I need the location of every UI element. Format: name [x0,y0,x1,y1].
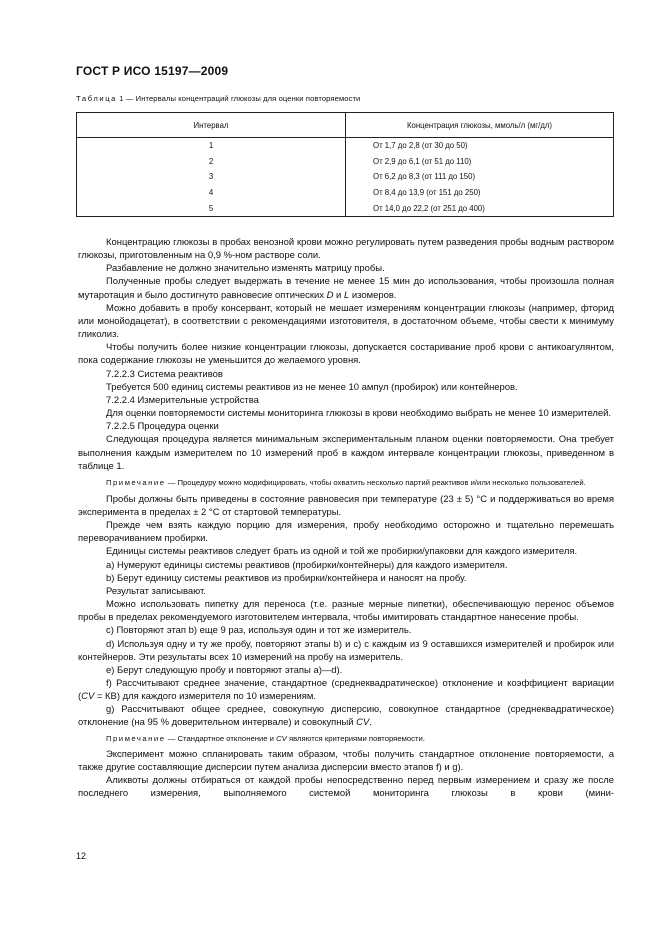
note-label: Примечание [106,733,166,743]
text-run: g) Рассчитывают общее среднее, совокупную дисперсию, совокупное стандартное (среднеквадратическое) отклонение (на 95 % доверительном интервале) и совокупный [78,704,614,729]
table-row [77,154,614,170]
standard-header: ГОСТ Р ИСО 15197—2009 [76,64,229,78]
body-text [78,236,614,800]
text-run: и [333,289,344,301]
list-item [78,703,614,729]
note-text: являются критериями повторяемости. [286,733,425,743]
concentration-cell: От 2,9 до 6,1 (от 51 до 110) [346,154,614,170]
interval-cell: 5 [77,200,346,216]
subsection-heading: 7.2.2.3 Система реактивов [106,368,223,380]
note [78,733,614,745]
paragraph: Для оценки повторяемости системы мониторинга глюкозы в крови необходимо выбрать не менее 10 измерителей. [106,408,612,420]
list-item: b) Берут единицу системы реактивов из пробирки/контейнера и наносят на пробу. [106,572,467,584]
interval-cell: 4 [77,185,346,201]
note-text: — Стандартное отклонение и [165,733,277,743]
note-label: Примечание [106,477,166,487]
table-row [77,185,614,201]
column-header-interval: Интервал [77,113,346,138]
table-row [77,200,614,216]
paragraph: Результат записывают. [106,585,206,597]
subsection-heading: 7.2.2.4 Измерительные устройства [106,394,259,406]
list-item: c) Повторяют этап b) еще 9 раз, используя один и тот же измеритель. [106,625,412,637]
paragraph: Можно добавить в пробу консервант, который не мешает измерениям концентрации глюкозы (например, фторид или монойодацетат), в соответствии с рекомендациями изготовителя, в достаточном объеме, чтобы свести к минимуму гликолиз. [78,302,614,341]
italic-symbol: D [326,289,334,301]
text-run: . [369,717,372,729]
paragraph: Следующая процедура является минимальным экспериментальным планом оценки повторяемости. Она требует выполнения каждым измерителем по 10 измерений проб в каждом интервале концентрации глюкозы, приведенном в таблице 1. [78,434,614,472]
concentration-cell: От 14,0 до 22,2 (от 251 до 400) [346,200,614,216]
list-item: d) Используя одну и ту же пробу, повторяют этапы b) и c) с каждым из 9 оставшихся измерителей и пробирок или контейнеров. Эти результаты всех 10 измерений на пробу на измеритель. [78,638,614,663]
page-number: 12 [76,851,87,861]
paragraph: Прежде чем взять каждую порцию для измерения, пробу необходимо осторожно и тщательно перемешать переворачиванием пробирки. [78,520,614,545]
concentration-cell: От 8,4 до 13,9 (от 151 до 250) [346,185,614,201]
list-item: e) Берут следующую пробу и повторяют этапы a)—d). [106,664,343,676]
concentration-cell: От 6,2 до 8,3 (от 111 до 150) [346,169,614,185]
glucose-intervals-table [76,112,614,217]
concentration-cell: От 1,7 до 2,8 (от 30 до 50) [346,138,614,154]
italic-symbol: CV [276,733,287,743]
text-run: f) Рассчитывают среднее значение, стандартное (среднеквадратическое) отклонение и коэффициент вариации ( [78,678,614,703]
text-run: = КВ) для каждого измерителя по 10 измерениям. [94,691,316,703]
paragraph: Аликвоты должны отбираться от каждой пробы непосредственно перед первым измерением и сразу же после последнего измерения, выполняемого системой мониторинга глюкозы в крови (мини- [78,774,614,800]
italic-symbol: CV [356,717,370,729]
paragraph: Можно использовать пипетку для переноса (т.е. разные мерные пипетки), обеспечивающую перенос объемов пробы в пределах рекомендуемого изготовителем интервала, чтобы имитировать стандартное нанесение пробы. [78,599,614,624]
subsection-heading: 7.2.2.5 Процедура оценки [106,421,219,433]
table-row [77,138,614,154]
paragraph: Эксперимент можно спланировать таким образом, чтобы получить стандартное отклонение повторяемости, а также другие составляющие дисперсии путем анализа дисперсии вместо этапов f) и g). [78,748,614,773]
list-item: a) Нумеруют единицы системы реактивов (пробирки/контейнеры) для каждого измерителя. [106,559,508,571]
paragraph: Чтобы получить более низкие концентрации глюкозы, допускается состаривание проб крови с антикоагулянтом, пока содержание глюкозы не уменьшится до желаемого уровня. [78,342,614,367]
column-header-concentration: Концентрация глюкозы, ммоль/л (мг/дл) [346,113,614,138]
table-row [77,169,614,185]
table-caption-label: Таблица [76,94,117,103]
paragraph: Единицы системы реактивов следует брать из одной и той же пробирки/упаковки для каждого измерителя. [106,546,578,558]
paragraph: Требуется 500 единиц системы реактивов из не менее 10 ампул (пробирок) или контейнеров. [106,381,518,393]
table-caption [76,94,360,103]
interval-cell: 2 [77,154,346,170]
table-caption-text: 1 — Интервалы концентраций глюкозы для оценки повторяемости [116,94,361,103]
text-run: Полученные пробы следует выдержать в течение не менее 15 мин до использования, чтобы произошла полная мутаротация и было достигнуто равновесие оптических [78,276,614,301]
text-run: изомеров. [349,289,397,301]
paragraph: Разбавление не должно значительно изменять матрицу пробы. [106,263,385,275]
paragraph: Пробы должны быть приведены в состояние равновесия при температуре (23 ± 5) °С и поддерживаться во время эксперимента в пределах ± 2 °С от стартовой температуры. [78,493,614,518]
note-text: — Процедуру можно модифицировать, чтобы охватить несколько партий реактивов и/или несколько пользователей. [165,477,586,487]
table-header-row [77,113,614,138]
note [78,477,614,489]
italic-symbol: L [343,289,350,301]
list-item [78,677,614,703]
paragraph [78,275,614,301]
paragraph: Концентрацию глюкозы в пробах венозной крови можно регулировать путем разведения пробы водным раствором глюкозы, приготовленным на 0,9 %-ном растворе соли. [78,237,614,262]
interval-cell: 1 [77,138,346,154]
interval-cell: 3 [77,169,346,185]
italic-symbol: CV [81,691,95,703]
